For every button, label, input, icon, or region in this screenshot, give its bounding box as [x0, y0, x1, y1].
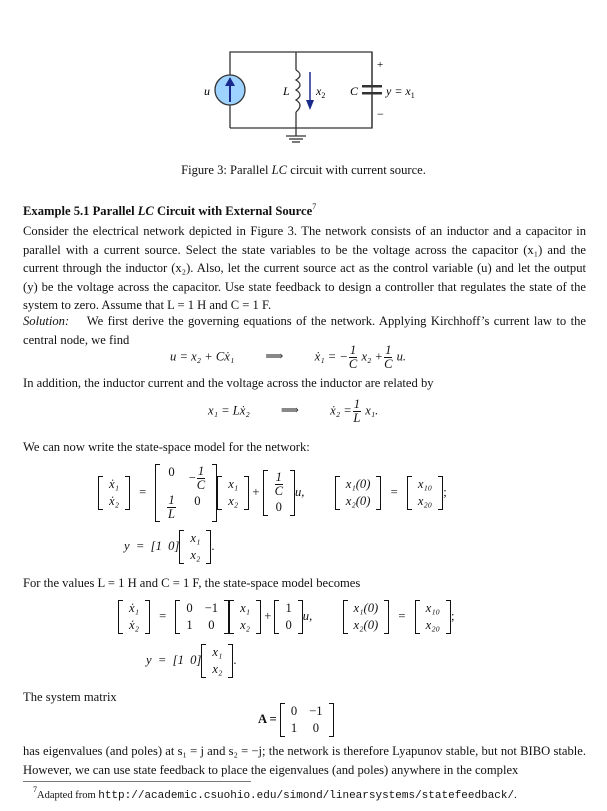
- solution-label: Solution:: [23, 314, 70, 328]
- matrix-x-initial: x₁₀ x₂₀: [407, 476, 443, 510]
- paragraph-eigenvalues: has eigenvalues (and poles) at s₁ = j and s₂ = −j; the network is therefore Lyapunov stable, but not BIBO stable. However, we can use state feedback to place the eigenvalues (and poles) anywhere in the complex: [23, 744, 586, 777]
- footnote-prefix: Adapted from: [37, 790, 99, 801]
- caption-math: LC: [271, 163, 288, 177]
- capacitor-plate-top: [362, 85, 382, 88]
- kcl-left: u = x₂ + Cẋ₁: [170, 349, 235, 364]
- footnote: [33, 785, 517, 802]
- label-x2: $x_2$: [316, 84, 326, 100]
- kcl-right-mid: x₂ +: [361, 349, 384, 364]
- ind-right-lhs: ẋ₂ =: [330, 403, 352, 418]
- capacitor-plate-bottom: [362, 92, 382, 95]
- heading-text: Example 5.1 Parallel: [23, 204, 138, 218]
- circuit-diagram: [180, 40, 420, 150]
- inductor-current-arrow-icon: [306, 72, 314, 110]
- paragraph-problem: Consider the electrical network depicted in Figure 3. The network consists of an inductor and a capacitor in parallel with a current source. Select the state variables to be the voltage across the capacitor (x₁) and the current through the inductor (x₂). Also, let the current source act as the control variable (u) and let the output (y) be the voltage across the capacitor. Use state feedback to design a controller that regulates the state of the system to zero. Assume that L = 1 H and C = 1 F.: [23, 224, 586, 313]
- footnote-url[interactable]: http://academic.csuohio.edu/simond/linearsystems/statefeedback/: [98, 790, 515, 802]
- matrix-A-general: 0 − $\frac{1}{C}$ $\frac{1}{L}$ 0: [155, 464, 217, 522]
- footnote-divider: [23, 781, 251, 782]
- implies-symbol: ⟹: [280, 403, 299, 418]
- matrix-xdot: ẋ₁ ẋ₂: [98, 476, 130, 510]
- footnote-ref[interactable]: 7: [312, 202, 317, 211]
- equation-A: A = 0 −1 1 0: [258, 703, 334, 737]
- equation-inductor: x₁ = Lẋ₂ ⟹ ẋ₂ = $\frac{1}{L}$ x₁.: [208, 397, 379, 425]
- equation-output-numeric: y = [1 0] x₁ x₂ .: [146, 645, 237, 676]
- paragraph-values: For the values L = 1 H and C = 1 F, the state-space model becomes: [23, 576, 361, 590]
- footnote-suffix: .: [514, 790, 517, 801]
- figure-caption: [0, 163, 607, 178]
- matrix-B-general: $\frac{1}{C}$ 0: [263, 470, 295, 516]
- matrix-B-numeric: 1 0: [274, 600, 302, 634]
- label-L: L: [283, 84, 290, 98]
- heading-math: LC: [137, 204, 154, 218]
- matrix-x: x₁ x₂: [217, 476, 249, 510]
- matrix-x0: x₁(0) x₂(0): [335, 476, 382, 510]
- ind-right-end: x₁.: [365, 403, 379, 418]
- kcl-right-end: u.: [396, 349, 407, 364]
- equation-kcl: u = x₂ + Cẋ₁ ⟹ ẋ₁ = − $\frac{1}{C}$ x₂ + $\frac{1}{C}$ u.: [170, 343, 407, 371]
- equation-state-space-general: ẋ₁ ẋ₂ = 0 − $\frac{1}{C}$ $\frac{1}{L}$ 0 x₁ x₂ + $\frac{1}{C}$ 0 u, x₁(0) x₂(0) = x₁₀ x₂₀ ;: [98, 464, 447, 522]
- footnote-mark: 7: [33, 785, 37, 794]
- equation-state-space-numeric: ẋ₁ ẋ₂ = 0 −1 1 0 x₁ x₂ + 1 0 u, x₁(0) x₂(0) = x₁₀ x₂₀ ;: [118, 600, 454, 634]
- paragraph-system-matrix: The system matrix: [23, 690, 117, 704]
- matrix-A-numeric: 0 −1 1 0: [175, 600, 229, 634]
- label-minus: −: [377, 107, 384, 121]
- solution-text: We first derive the governing equations of the network. Applying Kirchhoff’s current law to the central node, we find: [23, 314, 586, 347]
- equation-output-general: y = [1 0] x₁ x₂ .: [124, 531, 215, 562]
- implies-symbol: ⟹: [265, 349, 284, 364]
- caption-text-end: circuit with current source.: [287, 163, 426, 177]
- matrix-A: 0 −1 1 0: [280, 703, 334, 737]
- label-plus: +: [377, 59, 384, 71]
- caption-text: Figure 3: Parallel: [181, 163, 272, 177]
- label-u: u: [204, 84, 210, 98]
- paragraph-inductor: In addition, the inductor current and the voltage across the inductor are related by: [23, 376, 434, 390]
- label-y: $y = x_1$: [386, 84, 415, 100]
- example-heading: [23, 202, 316, 219]
- ind-left: x₁ = Lẋ₂: [208, 403, 250, 418]
- paragraph-state-space: We can now write the state-space model for the network:: [23, 440, 310, 454]
- heading-text-end: Circuit with External Source: [153, 204, 313, 218]
- label-C: C: [350, 84, 359, 98]
- kcl-right-lhs: ẋ₁ = −: [314, 349, 348, 364]
